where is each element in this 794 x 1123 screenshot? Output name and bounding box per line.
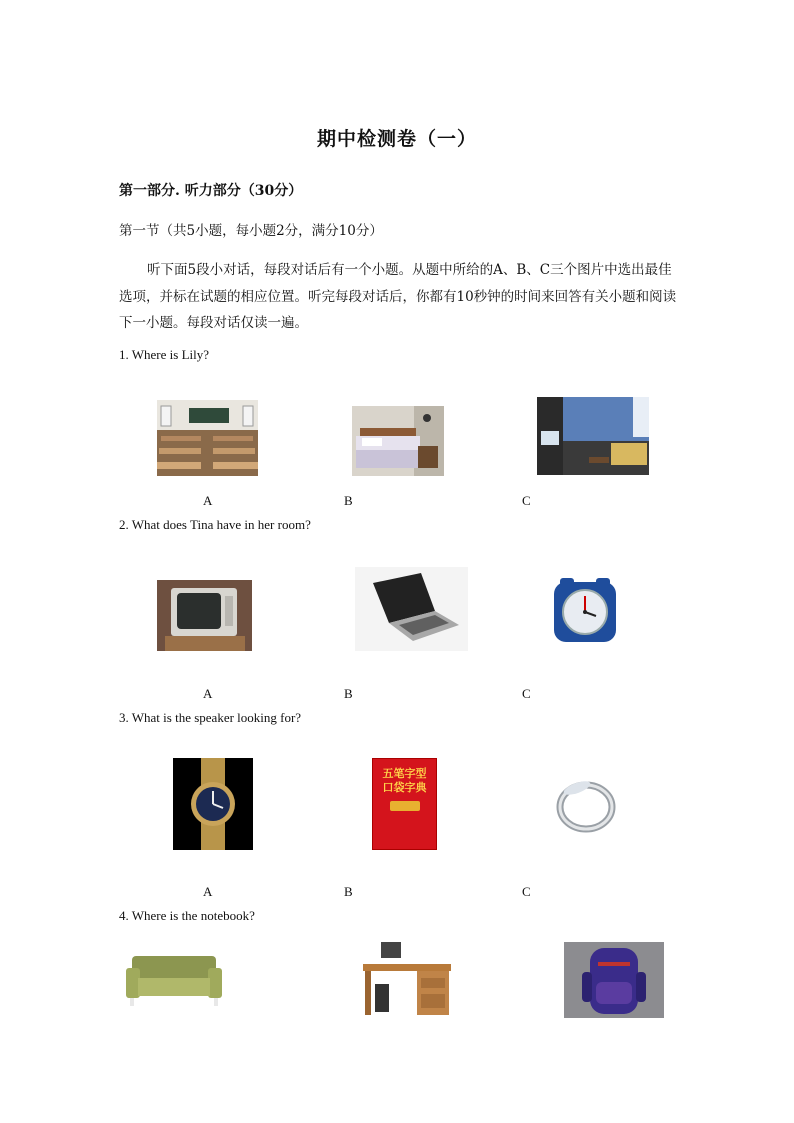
ring-image	[553, 771, 619, 838]
option-label-c: C	[522, 686, 531, 701]
section-heading: 第一节（共5小题，每小题2分，满分10分）	[119, 223, 383, 239]
laptop-image	[355, 567, 468, 651]
instructions	[119, 257, 684, 337]
sofa-image	[118, 942, 230, 1020]
option-label-a: A	[203, 686, 213, 701]
backpack-image	[564, 942, 664, 1018]
tv-image	[157, 580, 252, 651]
watch-image	[173, 758, 253, 850]
living-room-image	[537, 397, 649, 475]
question-3: 3. What is the speaker looking for?	[119, 710, 302, 725]
option-label-c: C	[522, 493, 531, 508]
question-4: 4. Where is the notebook?	[119, 908, 255, 923]
bedroom-image	[352, 406, 444, 476]
question-1: 1. Where is Lily?	[119, 347, 210, 362]
option-label-a: A	[203, 493, 213, 508]
question-2: 2. What does Tina have in her room?	[119, 517, 311, 532]
part-heading: 第一部分. 听力部分（30分）	[119, 183, 303, 199]
dictionary-title-line1: 五笔字型	[382, 767, 427, 780]
page-title: 期中检测卷（一）	[316, 128, 477, 150]
option-label-b: B	[344, 884, 353, 899]
desk-image	[359, 940, 454, 1018]
classroom-image	[157, 400, 258, 476]
option-label-b: B	[344, 493, 353, 508]
dictionary-title-line2: 口袋字典	[382, 781, 427, 794]
instructions-text: 听下面5段小对话，每段对话后有一个小题。从题中所给的A、B、C三个图片中选出最佳选项，并标在试题的相应位置。听完每段对话后，你都有10秒钟的时间来回答有关小题和阅读下一小题。每段对话仅读一遍。	[119, 262, 677, 331]
option-label-b: B	[344, 686, 353, 701]
option-label-a: A	[203, 884, 213, 899]
dictionary-image	[372, 758, 437, 850]
option-label-c: C	[522, 884, 531, 899]
alarm-clock-image	[544, 574, 628, 652]
